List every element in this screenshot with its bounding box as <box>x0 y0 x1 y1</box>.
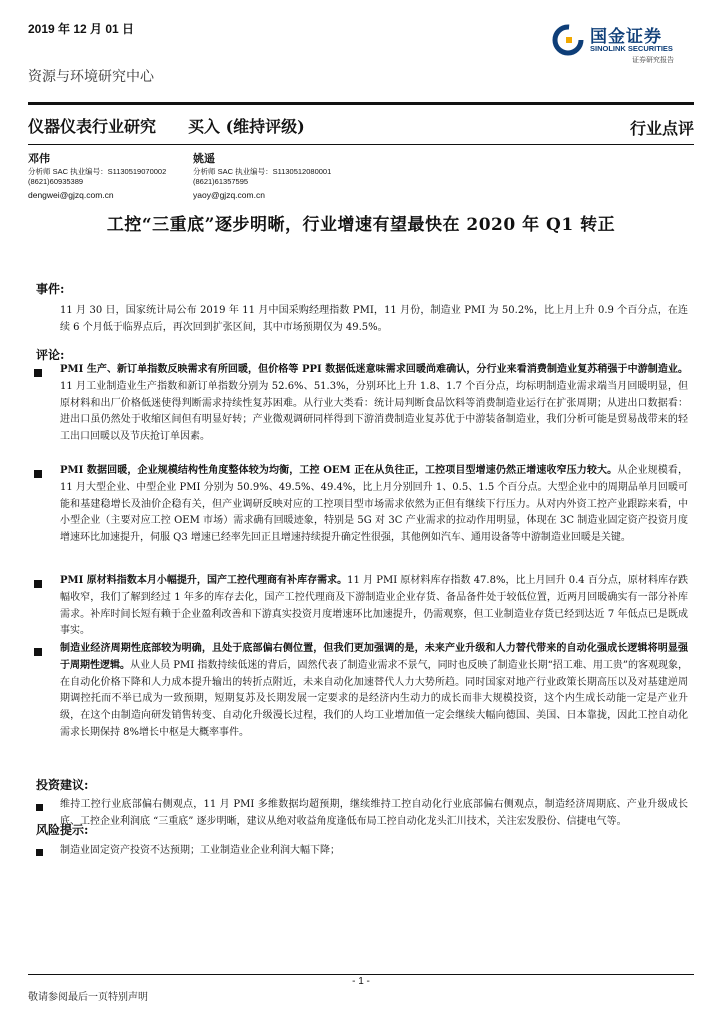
review-item-4 <box>60 641 688 742</box>
analyst-phone: (8621)61357595 <box>193 177 249 186</box>
bullet-icon <box>34 648 42 656</box>
section-event: 事件: <box>36 282 65 296</box>
analyst-2 <box>193 154 331 200</box>
footer-divider <box>28 974 694 975</box>
analyst-email[interactable]: dengwei@gjzq.com.cn <box>28 190 114 200</box>
analyst-1 <box>28 154 166 200</box>
review-item-3 <box>60 573 688 640</box>
risk-text: 制造业固定资产投资不达预期；工业制造业企业利润大幅下降； <box>60 845 340 856</box>
header-divider <box>28 102 694 105</box>
rating: 买入 (维持评级) <box>188 117 305 136</box>
review-item-1 <box>60 362 688 446</box>
report-type: 行业点评 <box>629 119 694 138</box>
analyst-name: 邓伟 <box>28 152 50 165</box>
section-review: 评论: <box>36 348 65 362</box>
industry-title: 仪器仪表行业研究 <box>28 117 157 136</box>
disclaimer-note: 敬请参阅最后一页特别声明 <box>28 992 148 1003</box>
section-advice: 投资建议: <box>36 778 89 792</box>
bullet-icon <box>34 470 42 478</box>
analyst-phone: (8621)60935389 <box>28 177 84 186</box>
subheader-divider <box>28 144 694 145</box>
bullet-icon <box>34 369 42 377</box>
analyst-cert: 分析师 SAC 执业编号：S1130512080001 <box>193 167 332 176</box>
review-lead: PMI 生产、新订单指数反映需求有所回暖，但价格等 PPI 数据低迷意味需求回暖尚难确认，分行业来看消费制造业复苏稍强于中游制造业。 <box>60 364 688 375</box>
report-date: 2019 年 12 月 01 日 <box>28 22 135 36</box>
advice-text: 维持工控行业底部偏右侧观点，11 月 PMI 多维数据均超预期，继续维持工控自动化行业底部偏右侧观点，制造经济周期底、产业升级成长底、工控企业利润底 “三重底” 逐步明晰，建议从绝对收益角度逢低布局工控自动化龙头汇川技术，关注宏发股份、信捷电气等。 <box>60 799 688 827</box>
logo-english-name: SINOLINK SECURITIES <box>590 44 673 53</box>
analyst-email[interactable]: yaoy@gjzq.com.cn <box>193 190 265 200</box>
bullet-icon <box>36 804 43 811</box>
review-body: 从业人员 PMI 指数持续低迷的背后，固然代表了制造业需求不景气，同时也反映了制造业长期“招工难、用工贵”的客观现象，在自动化价格下降和人力成本提升输出的转折点附近，未来自动化加速替代人力大势所趋。同时国家对地产行业政策长期高压以及对基建逆周期调控托而不举已成为一致预期，短期复苏及长期发展一定要求的是经济内生动力的成长而非大规模投资，这个内生成长动能一定是产业升级，在这个由制造向研发销售转变、自动化升级漫长过程，我们的人均工业增加值一定会继续大幅向德国、美国、日本靠拢，因此工控自动化需求长期保持 8%增长中枢是大概率事件。 <box>60 659 689 738</box>
review-lead: PMI 数据回暖，企业规模结构性角度整体较为均衡，工控 OEM 正在从负往正，工控项目型增速仍然正增速收窄压力较大。 <box>60 465 618 476</box>
page-number: - 1 - <box>352 976 370 987</box>
analyst-name: 姚遥 <box>193 152 215 165</box>
review-body: 11 月工业制造业生产指数和新订单指数分别为 52.6%、51.3%，分别环比上升 1.8、1.7 个百分点，均标明制造业需求端当月回暖明显，但原材料和出厂价格低迷使得判断需求持续性复苏困难。从行业大类看：统计局判断食品饮料等消费制造业运行在扩张周期；从进出口数据看：进出口虽仍然处于收缩区间但有明显好转；产业微观调研同样得到下游消费制造业复苏优于中游装备制造业，我们分析可能是贸易战带来的轻工出口回暖以及节庆抢订单因素。 <box>60 380 688 443</box>
logo-subtitle: 证券研究报告 <box>632 56 674 64</box>
sinolink-logo-icon <box>552 24 584 56</box>
research-center: 资源与环境研究中心 <box>28 69 154 85</box>
section-risk: 风险提示: <box>36 823 89 837</box>
review-lead: 制造业经济周期性底部较为明确，且处于底部偏右侧位置，但我们更加强调的是，未来产业升级和人力替代带来的自动化强成长逻辑将明显强于周期性逻辑。 <box>60 643 688 671</box>
report-title: 工控“三重底”逐步明晰，行业增速有望最快在 2020 年 Q1 转正 <box>106 215 616 235</box>
review-lead: PMI 原材料指数本月小幅提升，国产工控代理商有补库存需求。 <box>60 575 348 586</box>
logo <box>552 22 692 70</box>
logo-chinese-name: 国金证券 <box>590 27 662 46</box>
bullet-icon <box>36 849 43 856</box>
review-body: 11 月 PMI 原材料库存指数 47.8%，比上月回升 0.4 百分点，原材料库存跌幅收窄，我们了解到经过 1 年多的库存去化，国产工控代理商及下游制造业企业存货、备品备件处于较低位置，近两月回暖确实有一部分补库需求。补库时间长短有赖于企业盈利改善和下游真实投资月度增速环比加速提升，仍需观察，但工业制造业存货已经到达近 7 年低点已是既成事实。 <box>60 575 689 637</box>
review-body: 从企业规模看，11 月大型企业、中型企业 PMI 分别为 50.9%、49.5%、49.4%，比上月分别回升 1、0.5、1.5 个百分点。大型企业中的周期品单月回暖可能和基建稳增长及油价企稳有关，但产业调研反映对应的工控项目型市场需求依然为正但有继续下行压力。从对内外资工控产业跟踪来看，中小型企业（主要对应工控 OEM 市场）需求确有回暖迹象，特别是 5G 对 3C 产业需求的拉动作用明显，体现在 3C 制造业固定资产投资月度增速环比加速提升，伺服 Q3 增速已经率先回正且增速持续提升确定性很强，其他例如汽车、通用设备等中游制造业回暖是关键。 <box>60 465 688 544</box>
bullet-icon <box>34 580 42 588</box>
event-text: 11 月 30 日，国家统计局公布 2019 年 11 月中国采购经理指数 PMI，11 月份，制造业 PMI 为 50.2%，比上月上升 0.9 个百分点，在连续 6 个月低于临界点后，再次回到扩张区间，其中市场预期仅为 49.5%。 <box>60 305 688 333</box>
review-item-2 <box>60 463 688 547</box>
analyst-cert: 分析师 SAC 执业编号：S1130519070002 <box>28 167 167 176</box>
